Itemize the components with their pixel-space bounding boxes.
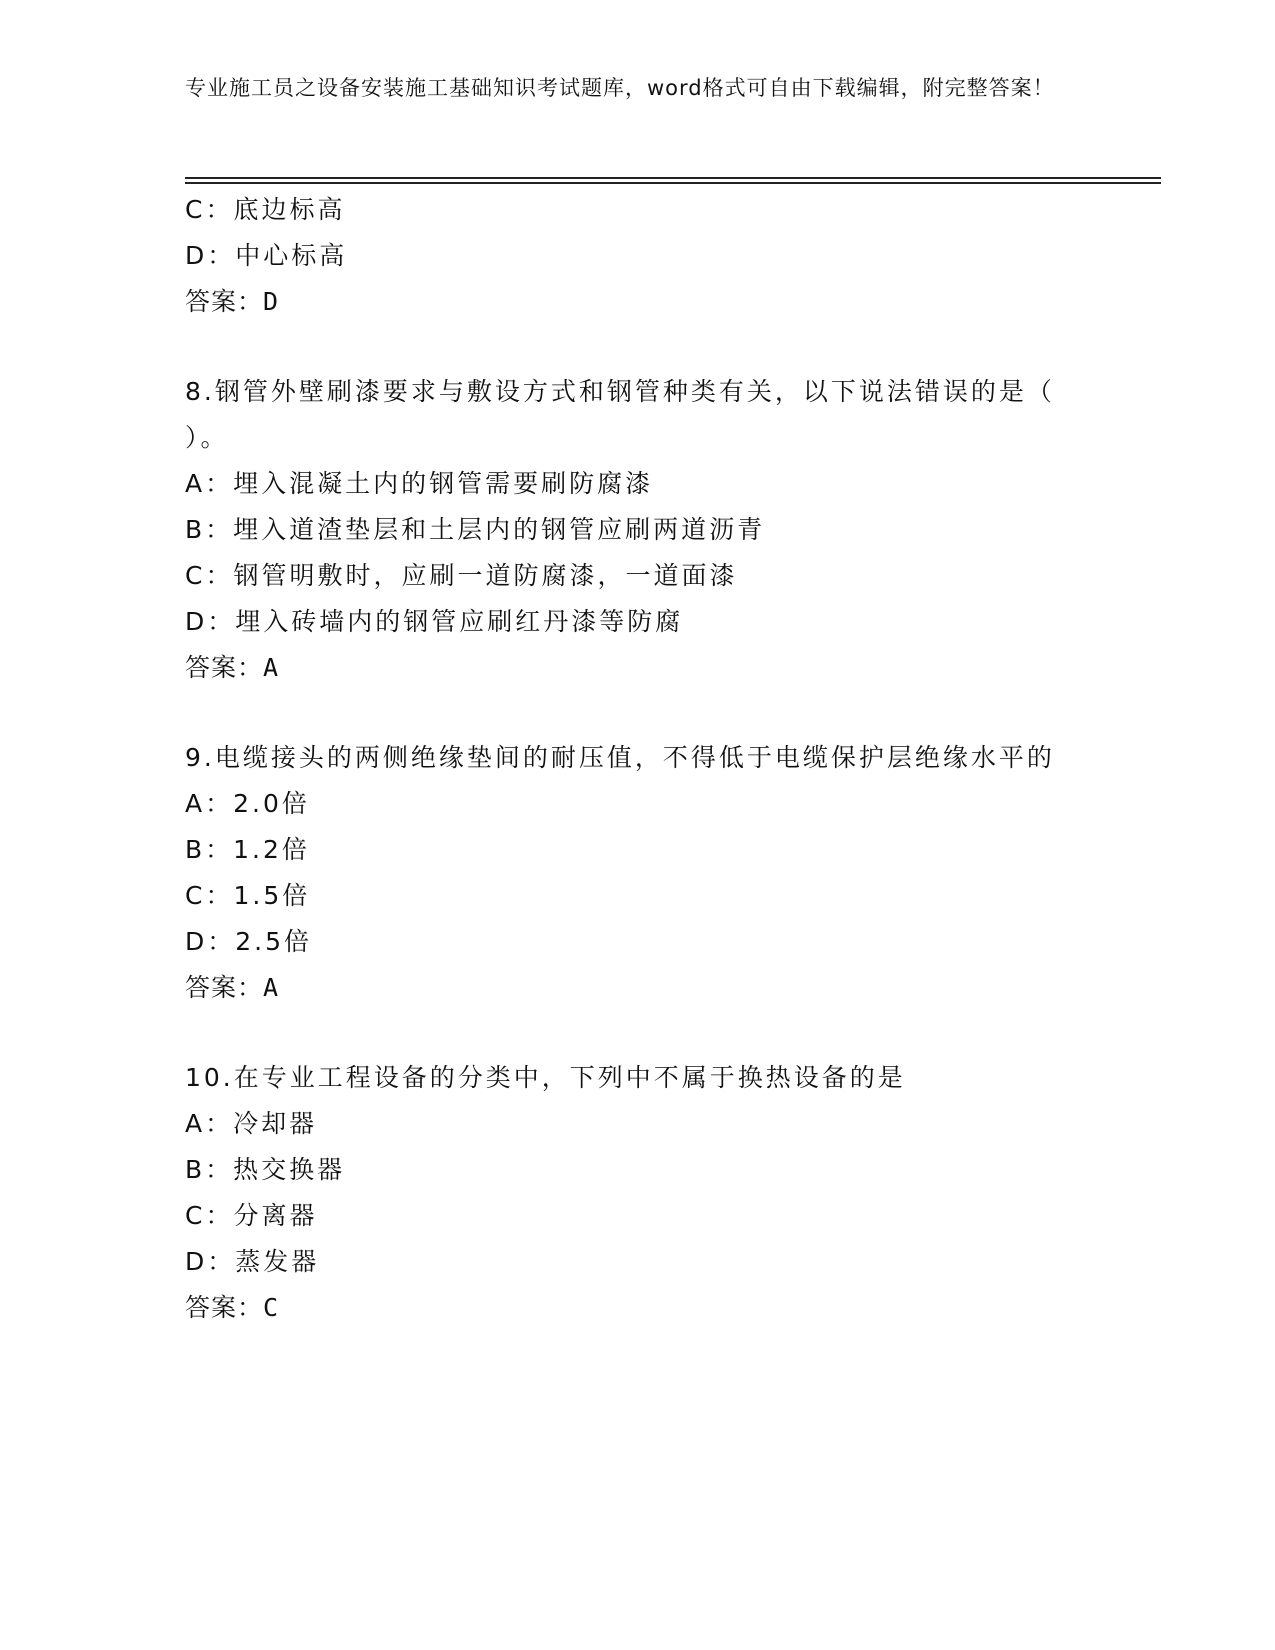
spacer xyxy=(185,325,1085,369)
question-10 xyxy=(185,1055,1085,1331)
question-9 xyxy=(185,735,1085,1011)
question-stem: 8.钢管外壁刷漆要求与敷设方式和钢管种类有关，以下说法错误的是（ ）。 xyxy=(185,377,1055,452)
answer-line: 答案：D xyxy=(185,287,280,316)
option-d: D：中心标高 xyxy=(185,241,348,270)
option-b: B：热交换器 xyxy=(185,1155,346,1184)
header-text: 专业施工员之设备安装施工基础知识考试题库，word格式可自由下载编辑，附完整答案！ xyxy=(185,76,1055,100)
partial-question-7 xyxy=(185,187,1085,325)
document-header xyxy=(185,72,1065,104)
question-list xyxy=(185,187,1085,1331)
question-stem: 10.在专业工程设备的分类中，下列中不属于换热设备的是 xyxy=(185,1063,906,1092)
header-divider-bottom xyxy=(185,182,1161,184)
answer-line: 答案：C xyxy=(185,1293,280,1322)
option-c: C：钢管明敷时，应刷一道防腐漆，一道面漆 xyxy=(185,561,738,590)
option-b: B：1.2倍 xyxy=(185,835,310,864)
option-c: C：分离器 xyxy=(185,1201,318,1230)
option-a: A：埋入混凝土内的钢管需要刷防腐漆 xyxy=(185,469,654,498)
answer-line: 答案：A xyxy=(185,973,280,1002)
option-b: B：埋入道渣垫层和土层内的钢管应刷两道沥青 xyxy=(185,515,766,544)
answer-line: 答案：A xyxy=(185,653,280,682)
option-d: D：蒸发器 xyxy=(185,1247,320,1276)
question-8 xyxy=(185,369,1085,691)
option-c: C：底边标高 xyxy=(185,195,346,224)
spacer xyxy=(185,1011,1085,1055)
option-d: D：2.5倍 xyxy=(185,927,313,956)
option-a: A：2.0倍 xyxy=(185,789,310,818)
option-c: C：1.5倍 xyxy=(185,881,311,910)
question-stem: 9.电缆接头的两侧绝缘垫间的耐压值，不得低于电缆保护层绝缘水平的 xyxy=(185,743,1055,772)
option-d: D：埋入砖墙内的钢管应刷红丹漆等防腐 xyxy=(185,607,684,636)
option-a: A：冷却器 xyxy=(185,1109,318,1138)
header-divider-top xyxy=(185,177,1161,179)
spacer xyxy=(185,691,1085,735)
